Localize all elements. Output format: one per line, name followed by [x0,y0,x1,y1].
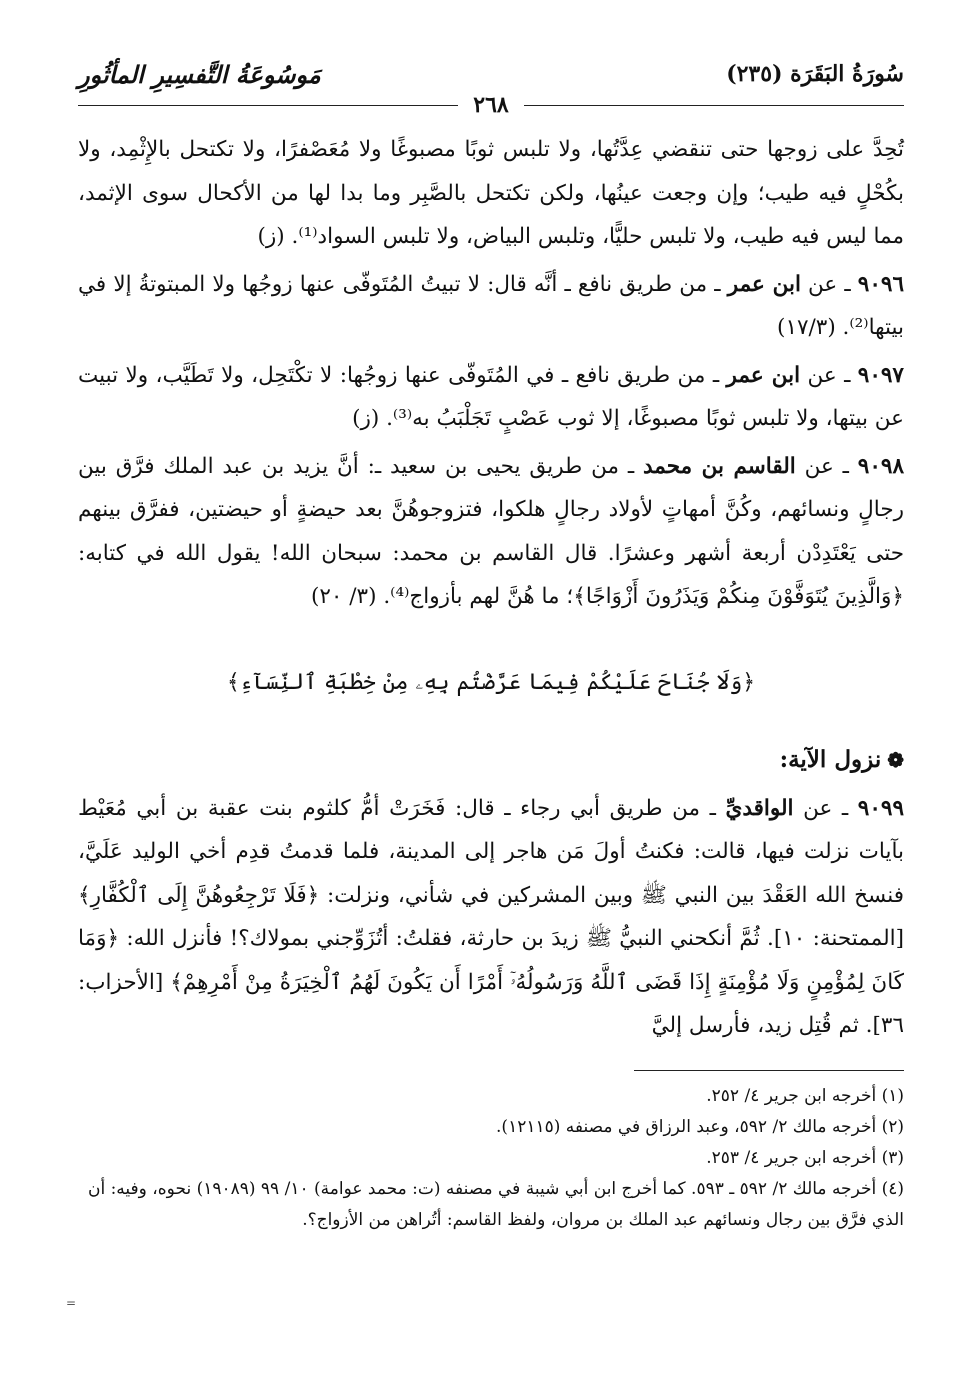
series-title: مَوسُوعَةُ التَّفسِيرِ المأثُورِ [78,59,321,89]
paragraph-continuation [78,128,904,259]
footnote-separator [634,1070,904,1071]
page-number: ٢٦٨ [465,92,516,118]
footnote: (٤) أخرجه مالك ٢/ ٥٩٢ ـ ٥٩٣. كما أخرج ابن أبي شيبة في مصنفه (ت: محمد عوامة) ١٠/ ٩٩ (١٩٠٨٩) نحوه، وفيه: أن الذي فرَّق بين رجال ونسائهم عبد الملك بن مروان، ولفظ القاسم: أتُراهن من الأزواج؟. [87,1178,904,1230]
report-prefix: ـ عن [793,795,858,821]
report-prefix: ـ عن [800,362,858,388]
report-prefix: ـ عن [795,453,858,479]
report-number: ٩٠٩٨ [857,453,904,479]
section-title: نزول الآية: [779,746,882,773]
header-rule-right [524,105,904,106]
quran-verse-heading: ﴿وَلَا جُنَاحَ عَلَيْكُمْ فِيمَا عَرَّضْتُم بِهِۦ مِنْ خِطْبَةِ ٱلنِّسَآءِ﴾ [226,669,756,695]
paragraph-text: ـ من طريق نافع ـ أنَّه قال: لا تبيتُ المُتَوفّى عنها زوجُها ولا المبتوتةُ إلا في بيتها⁽²⁾. (١٧/٣) [78,271,904,340]
flower-icon: ❁ [887,748,904,772]
paragraph-text: ـ من طريق أبي رجاء ـ قال: فَخَرَتْ أمُّ كلثوم بنت عقبة بن أبي مُعَيْط بآيات نزلت فيها، قالت: فكنتُ أولَ مَن هاجر إلى المدينة، فلما قدمتُ قدِم أخي الوليد عَلَيَّ، فنسخ الله العَقْدَ بين النبي ﷺ وبين المشركين في شأني، ونزلت: ﴿فَلَا تَرْجِعُوهُنَّ إِلَى ٱلْكُفَّارِ﴾ [الممتحنة: ١٠]. ثُمَّ أنكحني النبيُّ ﷺ زيدَ بن حارثة، فقلتُ: أتُزَوِّجني بمولاك؟! فأنزل الله: ﴿وَمَا كَانَ لِمُؤْمِنٍ وَلَا مُؤْمِنَةٍ إِذَا قَضَى ٱللَّهُ وَرَسُولُهُۥٓ أَمْرًا أَن يَكُونَ لَهُمُ ٱلْخِيَرَةُ مِنْ أَمْرِهِمْ﴾ [الأحزاب: ٣٦]. ثم قُتِل زيد، فأرسل إليَّ [78,795,904,1038]
report-number: ٩٠٩٩ [857,795,904,821]
paragraph-text: تُحِدَّ على زوجها حتى تنقضي عِدَّتُها، ولا تلبس ثوبًا مصبوغًا ولا مُعَصْفرًا، ولا تكتحل بالإِثْمِد، ولا بكُحْلٍ فيه طيب؛ وإن وجعت عينُها، ولكن تكتحل بالصَّبِر وما بدا لها من الأكحال سوى الإثمد، مما ليس فيه طيب، ولا تلبس حليًّا، وتلبس البياض، ولا تلبس السواد⁽¹⁾. (ز) [78,137,904,249]
header-rule [78,92,904,118]
paragraph-9099 [78,787,904,1048]
narrator-name: ابن عمر [727,271,801,297]
report-number: ٩٠٩٧ [857,362,904,388]
margin-mark: = [66,1296,77,1310]
paragraph-9098 [78,445,904,619]
section-heading [78,738,904,783]
narrator-name: ابن عمر [726,362,801,388]
surah-title: سُورَةُ البَقَرَة (٢٣٥) [726,61,904,87]
paragraph-9097 [78,354,904,441]
main-text [78,128,904,1048]
narrator-name: القاسم بن محمد [643,453,796,479]
page [78,52,904,1352]
paragraph-text: ـ من طريق يحيى بن سعيد ـ: أنَّ يزيد بن عبد الملك فرَّق بين رجالٍ ونسائهم، وكُنَّ أمهاتٍ لأولاد رجالٍ هلكوا، فتزوجوهُنَّ بعد حيضةٍ أو حيضتين، ففرَّق بينهم حتى يَعْتَدِدْن أربعة أشهر وعشرًا. قال القاسم بن محمد: سبحان الله! يقول الله في كتابه: ﴿وَالَّذِينَ يُتَوَفَّوْنَ مِنكُمْ وَيَذَرُونَ أَزْوَاجًا﴾؛ ما هُنَّ لهم بأزواج⁽⁴⁾. (٣/ ٢٠) [78,453,904,609]
footnote: (٢) أخرجه مالك ٢/ ٥٩٢، وعبد الرزاق في مصنفه (١٢١١٥). [496,1116,904,1137]
report-number: ٩٠٩٦ [857,271,904,297]
narrator-name: الواقديِّ [725,795,794,821]
footnotes [78,1081,904,1236]
report-prefix: ـ عن [800,271,858,297]
page-header [78,52,904,96]
header-rule-left [78,105,458,106]
paragraph-9096 [78,263,904,350]
footnote: (١) أخرجه ابن جرير ٤/ ٢٥٢. [706,1085,904,1106]
footnote: (٣) أخرجه ابن جرير ٤/ ٢٥٣. [706,1147,904,1168]
paragraph-text: ـ من طريق نافع ـ في المُتَوفّى عنها زوجُها: لا تكْتَحِل، ولا تَطَيَّب، ولا تبيت عن بيتها، ولا تلبس ثوبًا مصبوغًا، إلا ثوب عَصْبٍ تَجَلْبَبُ به⁽³⁾. (ز) [78,362,904,431]
